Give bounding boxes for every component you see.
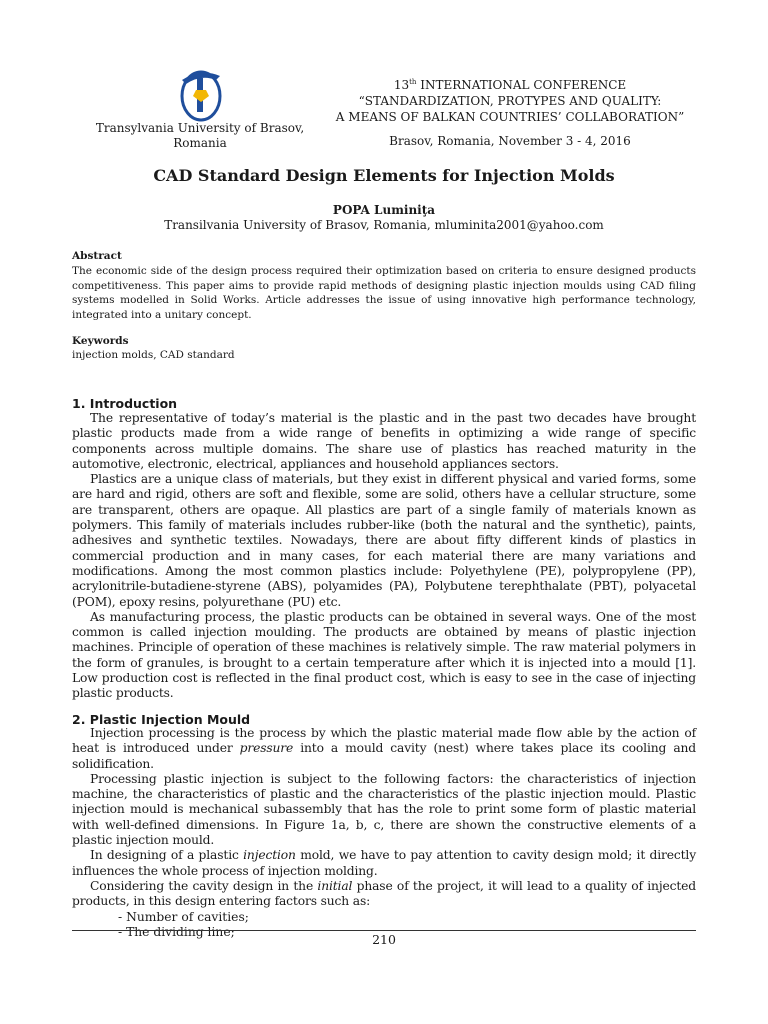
- conference-date: Brasov, Romania, November 3 - 4, 2016: [389, 134, 631, 148]
- page-number: 210: [372, 932, 396, 947]
- conference-info: [330, 74, 690, 149]
- conference-theme-line2: A MEANS OF BALKAN COUNTRIES’ COLLABORATION”: [335, 110, 685, 124]
- keywords-heading: Keywords: [72, 335, 129, 347]
- abstract-text: The economic side of the design process required their optimization based on criteria to ensure designed products competitiveness. This paper aims to provide rapid methods of designing plastic injection moulds using CAD filing systems modelled in Solid Works. Article addresses the issue of using innovative high performance technology, integrated into a unitary concept.: [72, 265, 696, 321]
- section-heading-introduction: 1. Introduction: [72, 396, 178, 411]
- paragraph: Considering the cavity design in the initial phase of the project, it will lead to a quality of injected products, in this design entering factors such as:: [72, 878, 696, 909]
- paragraph: Processing plastic injection is subject to the following factors: the characteristics of injection machine, the characteristics of plastic and the characteristics of the plastic injection mould. Plastic injection mould is mechanical subassembly that has the role to print some form of plastic material with well-defined dimensions. In Figure 1a, b, c, there are shown the constructive elements of a plastic injection mould.: [72, 771, 696, 848]
- author-affiliation: Transilvania University of Brasov, Romania, mluminita2001@yahoo.com: [164, 218, 604, 232]
- author-name: POPA Luminiţa: [332, 203, 436, 217]
- list-item: - The dividing line;: [118, 924, 235, 939]
- paragraph: The representative of today’s material is the plastic and in the past two decades have brought plastic products made from a wide range of benefits in optimizing a wide range of specific components across multiple domains. The share use of plastics has reached maturity in the automotive, electronic, electrical, appliances and household appliances sectors.: [72, 411, 696, 471]
- paragraph: Plastics are a unique class of materials, but they exist in different physical and varied forms, some are hard and rigid, others are soft and flexible, some are solid, others have a cellular structure, some are transparent, others are opaque. All plastics are part of a single family of materials known as polymers. This family of materials includes rubber-like (both the natural and the synthetic), paints, adhesives and synthetic textiles. Nowadays, there are about fifty different kinds of plastics in commercial production and in many cases, for each material there are many variations and modifications. Among the most common plastics include: Polyethylene (PE), polypropylene (PP), acrylonitrile-butadiene-styrene (ABS), polyamides (PA), Polybutene terephthalate (PBT), polyacetal (POM), epoxy resins, polyurethane (PU) etc.: [72, 472, 696, 609]
- paragraph: In designing of a plastic injection mold, we have to pay attention to cavity design mold; it directly influences the whole process of injection molding.: [72, 848, 696, 878]
- section-heading-injection-mould: 2. Plastic Injection Mould: [72, 712, 251, 727]
- conference-title: 13th INTERNATIONAL CONFERENCE: [393, 78, 627, 92]
- paragraph: As manufacturing process, the plastic products can be obtained in several ways. One of the most common is called injection moulding. The products are obtained by means of plastic injection machines. Principle of operation of these machines is relatively simple. The raw material polymers in the form of granules, is brought to a certain temperature after which it is injected into a mould [1]. Low production cost is reflected in the final product cost, which is easy to see in the case of injecting plastic products.: [72, 609, 696, 701]
- list-item: - Number of cavities;: [118, 909, 249, 924]
- conference-theme-line1: “STANDARDIZATION, PROTYPES AND QUALITY:: [358, 94, 662, 108]
- footer-rule: [72, 930, 696, 931]
- university-logo-icon: [176, 66, 226, 124]
- injection-mould-body: [72, 726, 696, 940]
- university-name: Transylvania University of Brasov, Romania: [95, 121, 305, 150]
- introduction-body: [72, 411, 696, 702]
- paragraph: Injection processing is the process by which the plastic material made flow able by the action of heat is introduced under pressure into a mould cavity (nest) where takes place its cooling and solidification.: [72, 726, 696, 771]
- keywords-text: injection molds, CAD standard: [72, 349, 235, 361]
- paper-title: CAD Standard Design Elements for Injection Molds: [153, 166, 615, 185]
- abstract-heading: Abstract: [72, 250, 122, 262]
